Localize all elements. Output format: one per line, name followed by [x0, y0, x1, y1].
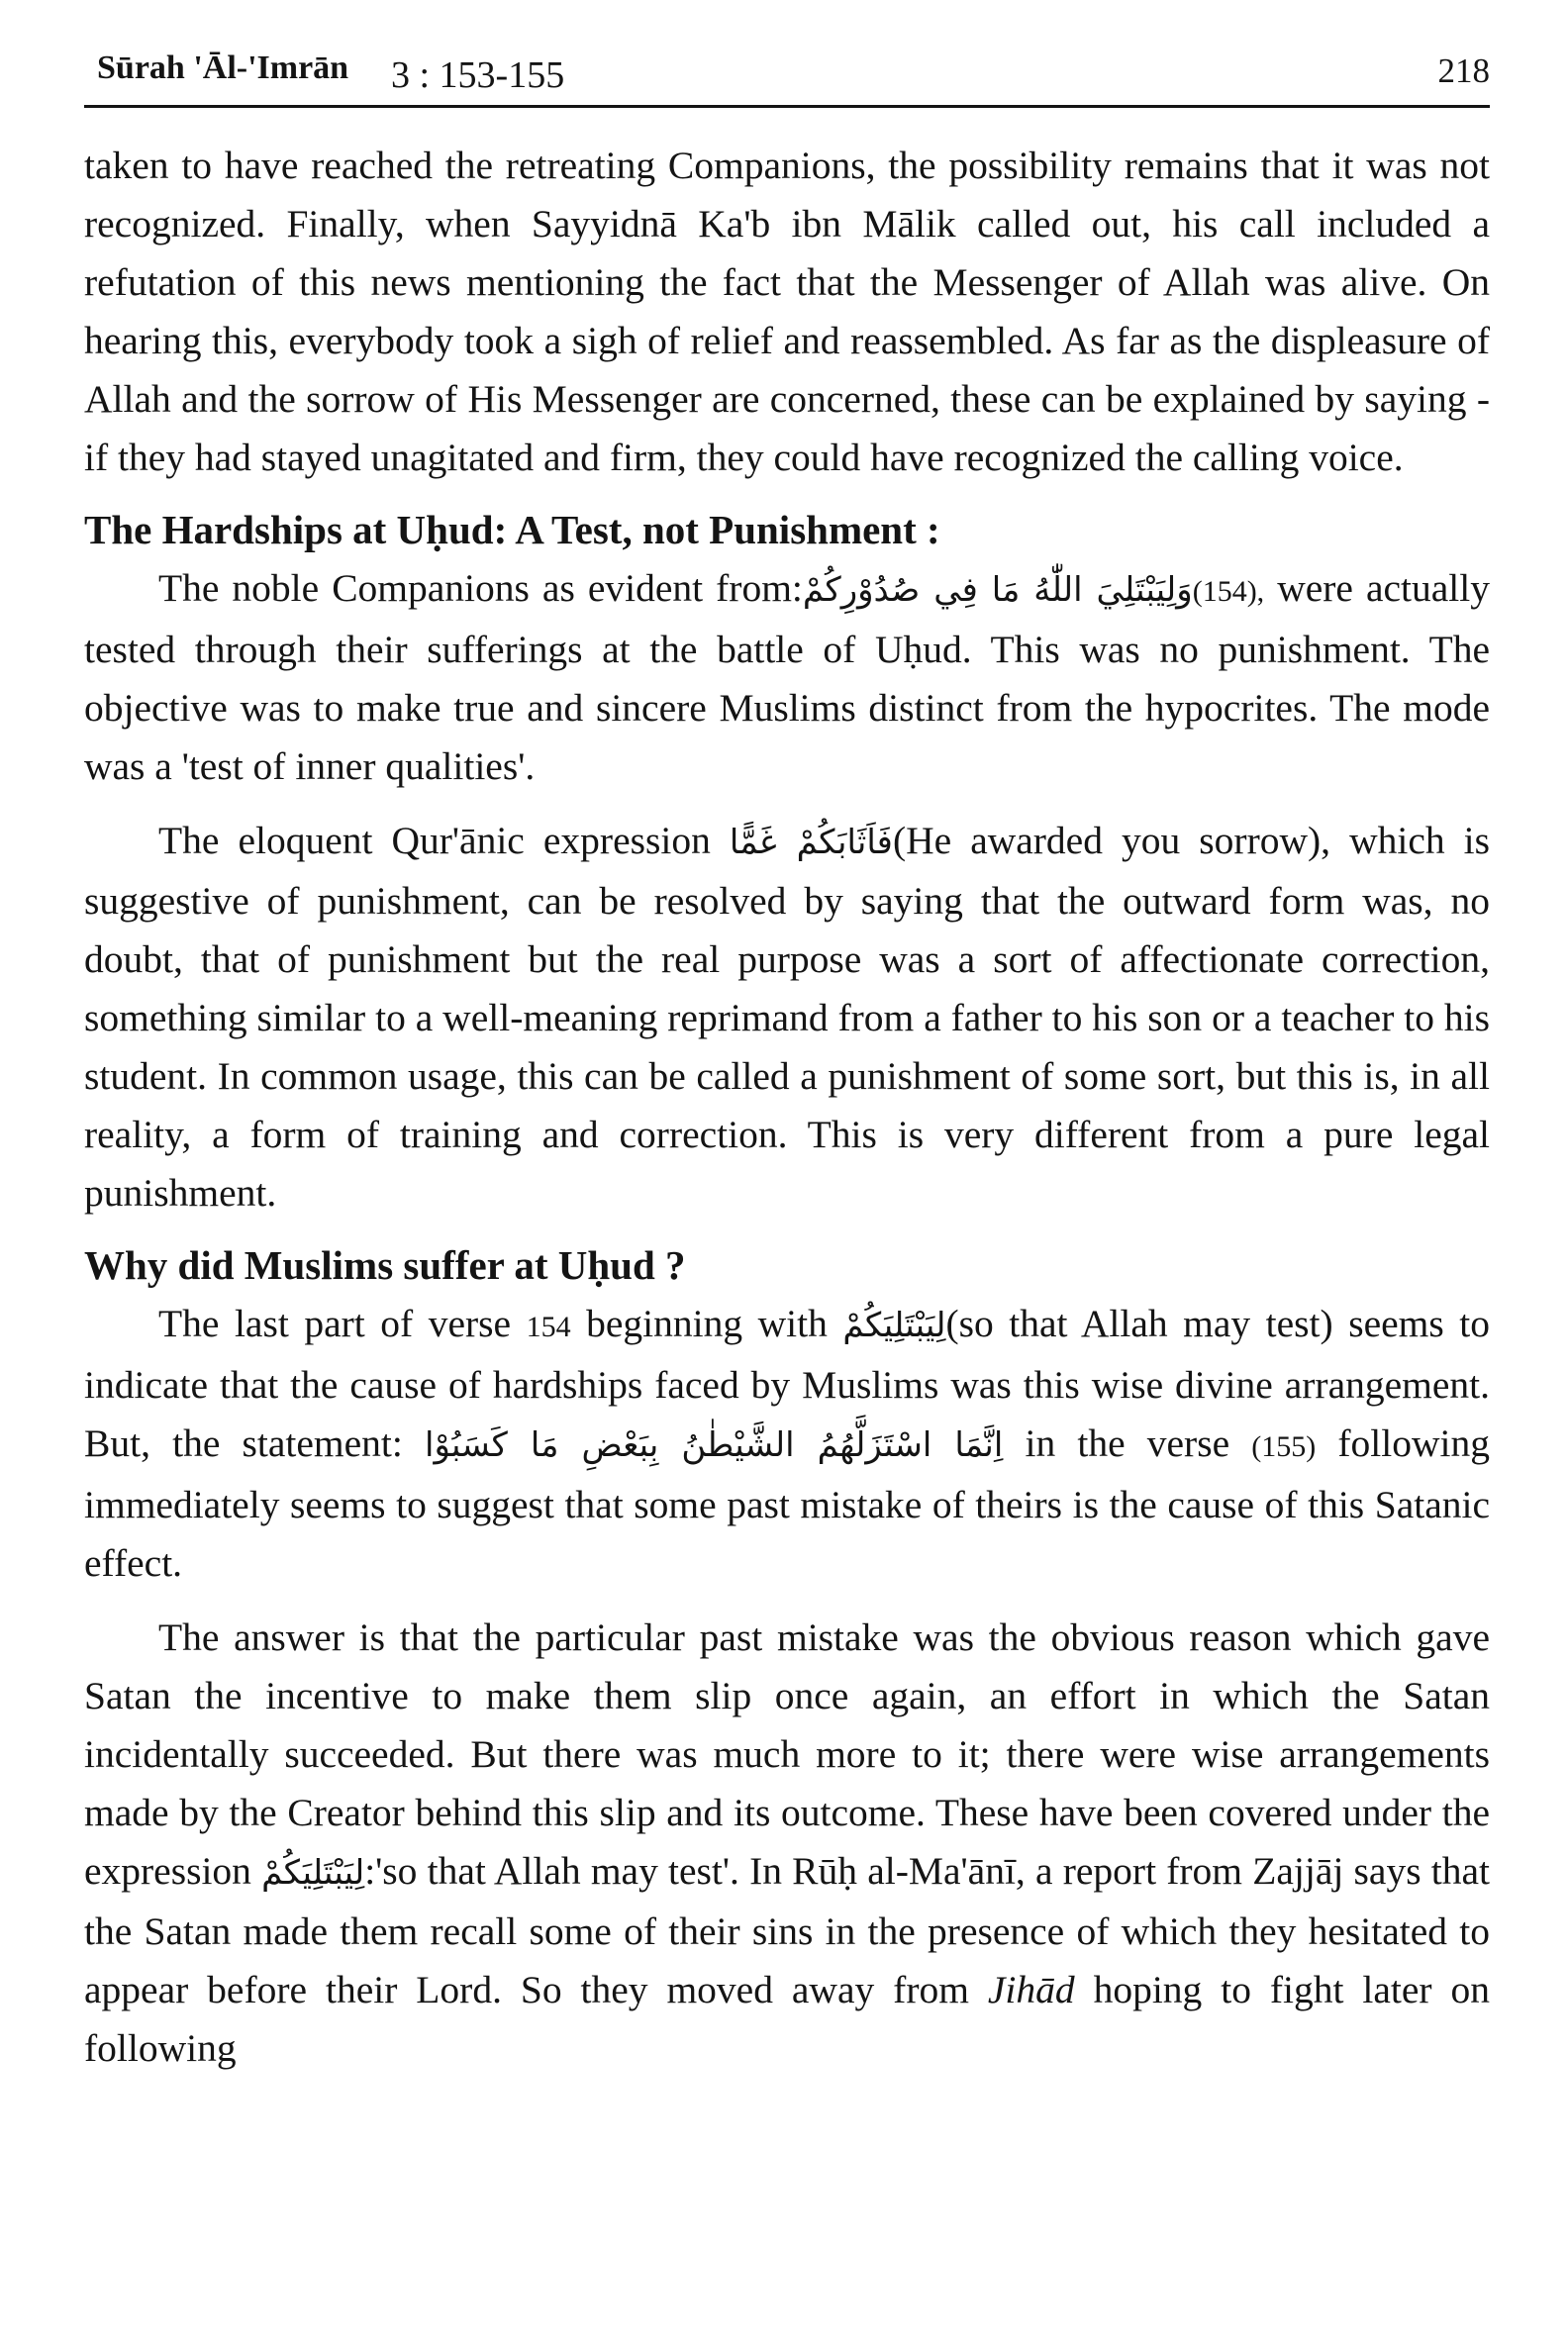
arabic-quote: اِنَّمَا اسْتَزَلَّهُمُ الشَّيْطٰنُ بِبَعْضِ مَا كَسَبُوْا	[425, 1425, 1004, 1465]
arabic-quote: لِيَبْتَلِيَكُمْ	[261, 1853, 365, 1893]
verse-ref: (155)	[1251, 1430, 1317, 1463]
text-run: following immediately seems to suggest that some past mistake of theirs is the cause of this Satanic effect.	[84, 1421, 1491, 1585]
section-heading-hardships: The Hardships at Uḥud: A Test, not Punishment :	[84, 507, 940, 552]
arabic-quote: لِيَبْتَلِيَكُمْ	[842, 1306, 946, 1345]
page-body	[84, 137, 1490, 2078]
text-run: The last part of verse	[158, 1302, 527, 1345]
text-run: (He awarded you sorrow), which is suggestive of punishment, can be resolved by saying that the outward form was, no doubt, that of punishment but the real purpose was a sort of affectionate correction, something similar to a well-meaning reprimand from a father to his son or a teacher to his student. In common usage, this can be called a punishment of some sort, but this is, in all reality, a form of training and correction. This is very different from a pure legal punishment.	[84, 819, 1490, 1215]
paragraph-test	[84, 559, 1490, 796]
paragraph-answer	[84, 1609, 1490, 2078]
text-run: (so that Allah may test) seems to indicate that the cause of hardships faced by Muslims was this wise divine arrangement. But, the statement:	[84, 1302, 1490, 1465]
arabic-quote: وَلِيَبْتَلِيَ اللّٰهُ مَا فِي صُدُوْرِكُمْ	[802, 570, 1193, 610]
text-run: hoping to fight later on following	[84, 1968, 1491, 2070]
text-run: The answer is that the particular past mistake was the obvious reason which gave Satan the incentive to make them slip once again, an effort in which the Satan incidentally succeeded. But there was much more to it; there were wise arrangements made by the Creator behind this slip and its outcome. These have been covered under the expression	[84, 1615, 1490, 1893]
paragraph-verse-154	[84, 1295, 1490, 1593]
paragraph-continued: taken to have reached the retreating Companions, the possibility remains that it was not recognized. Finally, when Sayyidnā Ka'b ibn Mālik called out, his call included a refutation of this news mentioning the fact that the Messenger of Allah was alive. On hearing this, everybody took a sigh of relief and reassembled. As far as the displeasure of Allah and the sorrow of His Messenger are concerned, these can be explained by saying - if they had stayed unagitated and firm, they could have recognized the calling voice.	[84, 144, 1490, 479]
verse-range: 3 : 153-155	[391, 54, 565, 96]
text-run: beginning with	[570, 1302, 843, 1345]
header-rule	[84, 105, 1490, 108]
page-number: 218	[1437, 51, 1490, 90]
paragraph-expression	[84, 812, 1490, 1223]
text-run: The eloquent Qur'ānic expression	[158, 819, 730, 862]
text-run: The noble Companions as evident from:	[158, 566, 803, 610]
text-run: in the verse	[1003, 1421, 1252, 1465]
arabic-quote: فَاَثَابَكُمْ غَمًّا	[729, 823, 893, 862]
verse-ref: 154	[526, 1311, 571, 1343]
surah-title: Sūrah 'Āl-'Imrān	[97, 49, 349, 86]
running-header	[84, 44, 1490, 103]
text-run: :'so that Allah may test'. In Rūḥ al-Ma'ānī, a report from Zajjāj says that the Satan made them recall some of their sins in the presence of which they hesitated to appear before their Lord. So they moved away from	[84, 1849, 1490, 2011]
italic-term: Jihād	[987, 1968, 1075, 2011]
section-heading-why: Why did Muslims suffer at Uḥud ?	[84, 1242, 686, 1288]
verse-ref: (154),	[1192, 575, 1265, 608]
text-run: were actually tested through their sufferings at the battle of Uḥud. This was no punishment. The objective was to make true and sincere Muslims distinct from the hypocrites. The mode was a 'test of inner qualities'.	[84, 566, 1490, 788]
